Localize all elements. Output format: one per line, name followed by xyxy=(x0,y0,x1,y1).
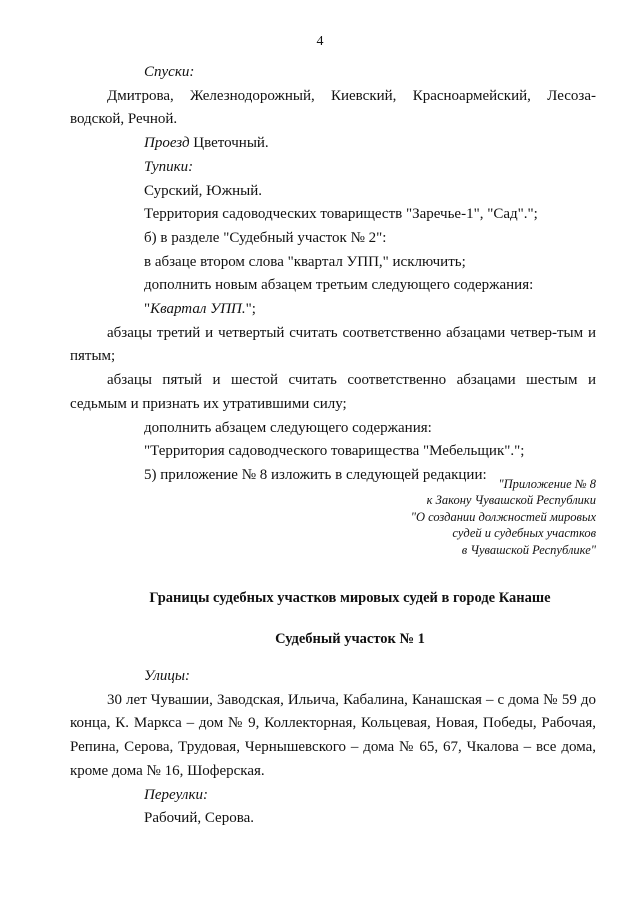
paragraph-renumber-1: абзацы третий и четвертый считать соответственно абзацами четвер-тым и пятым; xyxy=(70,324,596,365)
paragraph-section-b: б) в разделе "Судебный участок № 2": xyxy=(144,229,387,246)
paragraph-tupiki-list: Сурский, Южный. xyxy=(144,182,262,199)
paragraph-territory: Территория садоводческих товариществ "Заречье-1", "Сад"."; xyxy=(144,206,538,223)
paragraph-spuski-list: Дмитрова, Железнодорожный, Киевский, Красноармейский, Лесоза-водской, Речной. xyxy=(70,87,596,128)
paragraph-proezd xyxy=(107,132,596,156)
page-number: 4 xyxy=(316,34,324,49)
paragraph-pereulki-heading: Переулки: xyxy=(144,786,208,803)
paragraph-spuski-heading: Спуски: xyxy=(144,64,195,80)
annex-line: в Чувашской Республике" xyxy=(461,542,596,557)
proezd-value: Цветочный. xyxy=(189,135,269,152)
kvartal-italic: Квартал УПП. xyxy=(150,301,246,318)
proezd-label: Проезд xyxy=(144,135,190,152)
annex-caption xyxy=(344,476,596,558)
paragraph-ulitsy-heading: Улицы: xyxy=(144,668,191,684)
paragraph-annex-8: 5) приложение № 8 изложить в следующей редакции: xyxy=(144,466,487,483)
paragraph-exclude: в абзаце втором слова "квартал УПП," исключить; xyxy=(144,253,466,270)
annex-line: "Приложение № 8 xyxy=(498,477,596,491)
section-heading: Границы судебных участков мировых судей в городе Канаше xyxy=(149,590,551,606)
subsection-heading: Судебный участок № 1 xyxy=(275,631,425,647)
top-text-block xyxy=(70,61,596,488)
paragraph-kvartal: "Квартал УПП."; xyxy=(144,301,256,318)
paragraph-pereulki-list: Рабочий, Серова. xyxy=(144,810,254,827)
paragraph-tupiki-heading: Тупики: xyxy=(144,158,194,175)
paragraph-add-content: дополнить абзацем следующего содержания: xyxy=(144,419,432,436)
paragraph-ulitsy-list: 30 лет Чувашии, Заводская, Ильича, Кабалина, Канашская – с дома № 59 до конца, К. Маркса – дом № 9, Коллекторная, Кольцевая, Новая, Победы, Рабочая, Репина, Серова, Трудовая, Чернышевского – дома № 65, 67, Чкалова – все дома, кроме дома № 16, Шоферская. xyxy=(70,691,596,779)
annex-line: к Закону Чувашской Республики xyxy=(426,493,596,508)
annex-line: "О создании должностей мировых xyxy=(410,509,596,524)
paragraph-add-third: дополнить новым абзацем третьим следующего содержания: xyxy=(144,277,534,294)
paragraph-renumber-2: абзацы пятый и шестой считать соответственно абзацами шестым и седьмым и признать их утратившими силу; xyxy=(70,372,596,412)
paragraph-mebelshik: "Территория садоводческого товарищества "Мебельщик"."; xyxy=(144,443,525,460)
lower-text-block xyxy=(70,665,596,831)
annex-line: судей и судебных участков xyxy=(452,526,596,541)
